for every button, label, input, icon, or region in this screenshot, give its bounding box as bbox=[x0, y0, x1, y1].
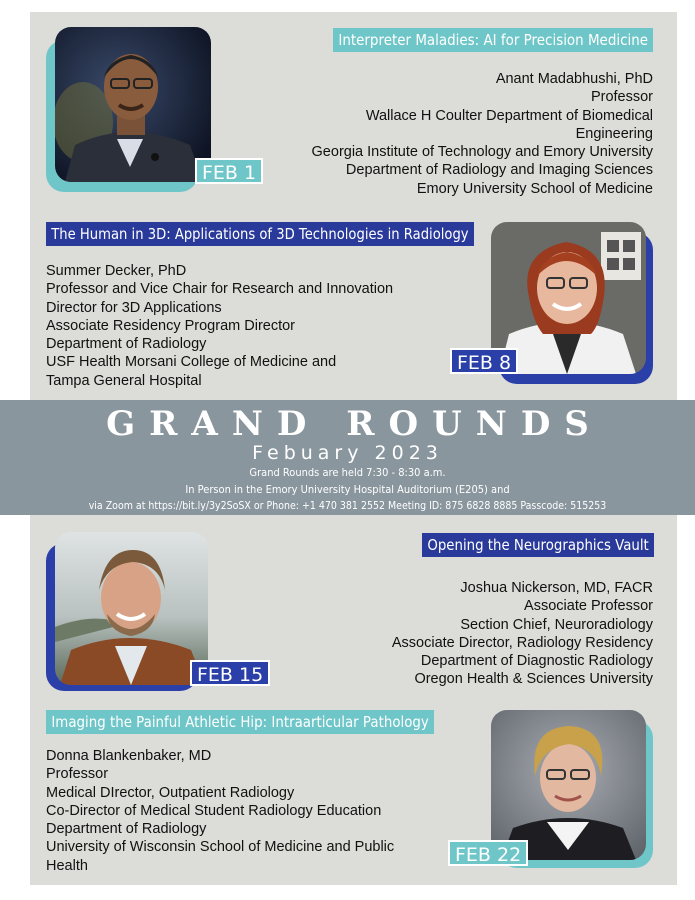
bio-line: Joshua Nickerson, MD, FACR bbox=[460, 580, 653, 596]
bio-line: University of Wisconsin School of Medicine and Public bbox=[46, 839, 395, 856]
bio-line: Professor and Vice Chair for Research and Innovation bbox=[46, 281, 394, 298]
talk-1-title: Interpreter Maladies: AI for Precision Medicine bbox=[333, 28, 653, 52]
bio-line: Anant Madabhushi, PhD bbox=[495, 71, 653, 87]
bio-line: Georgia Institute of Technology and Emory University bbox=[311, 144, 653, 161]
talk-4-title: Imaging the Painful Athletic Hip: Intraarticular Pathology bbox=[46, 710, 434, 734]
bio-line: Medical DIrector, Outpatient Radiology bbox=[46, 784, 295, 801]
talk-1-date: FEB 1 bbox=[195, 158, 263, 184]
talk-3-date: FEB 15 bbox=[190, 660, 270, 686]
bio-line: Health bbox=[46, 857, 88, 874]
bio-line: Associate Residency Program Director bbox=[46, 317, 296, 334]
banner-title: GRAND ROUNDS bbox=[106, 404, 603, 444]
bio-line: Oregon Health & Sciences University bbox=[414, 671, 653, 688]
speaker-4-photo bbox=[491, 710, 646, 860]
bio-line: Professor bbox=[590, 89, 653, 106]
bio-line: Section Chief, Neuroradiology bbox=[460, 616, 653, 633]
bio-line: Emory University School of Medicine bbox=[416, 180, 653, 197]
talk-4-date: FEB 22 bbox=[448, 840, 528, 866]
banner-time: Grand Rounds are held 7:30 - 8:30 a.m. bbox=[249, 466, 446, 479]
bio-line: Department of Diagnostic Radiology bbox=[420, 653, 653, 670]
grand-rounds-banner bbox=[0, 400, 695, 515]
talk-3-title: Opening the Neurographics Vault bbox=[422, 533, 654, 557]
talk-2-bio bbox=[46, 262, 393, 390]
bio-line: Director for 3D Applications bbox=[46, 299, 222, 316]
talk-4-bio bbox=[46, 747, 394, 875]
bio-line: Engineering bbox=[575, 125, 653, 142]
bio-line: Department of Radiology and Imaging Sciences bbox=[345, 162, 653, 179]
talk-2-title: The Human in 3D: Applications of 3D Technologies in Radiology bbox=[46, 222, 474, 246]
bio-line: Wallace H Coulter Department of Biomedical bbox=[365, 107, 653, 124]
bio-line: Summer Decker, PhD bbox=[46, 263, 187, 279]
bio-line: USF Health Morsani College of Medicine and bbox=[46, 354, 337, 371]
bio-line: Associate Professor bbox=[524, 598, 653, 615]
bio-line: Associate Director, Radiology Residency bbox=[391, 634, 653, 651]
talk-1-bio bbox=[312, 70, 653, 198]
talk-3-bio bbox=[392, 579, 653, 689]
banner-zoom-info: via Zoom at https://bit.ly/3y2SoSX or Phone: +1 470 381 2552 Meeting ID: 875 6828 8885 Passcode: 515253 bbox=[88, 500, 607, 512]
bio-line: Tampa General Hospital bbox=[46, 372, 202, 389]
banner-month: Febuary 2023 bbox=[252, 442, 443, 464]
bio-line: Donna Blankenbaker, MD bbox=[46, 748, 212, 764]
speaker-1-photo bbox=[55, 27, 211, 182]
bio-line: Department of Radiology bbox=[46, 821, 207, 838]
bio-line: Co-Director of Medical Student Radiology Education bbox=[46, 802, 382, 819]
talk-2-date: FEB 8 bbox=[450, 348, 518, 374]
banner-location: In Person in the Emory University Hospital Auditorium (E205) and bbox=[185, 483, 510, 496]
bio-line: Professor bbox=[46, 766, 109, 783]
bio-line: Department of Radiology bbox=[46, 336, 207, 353]
speaker-3-photo bbox=[55, 532, 208, 685]
